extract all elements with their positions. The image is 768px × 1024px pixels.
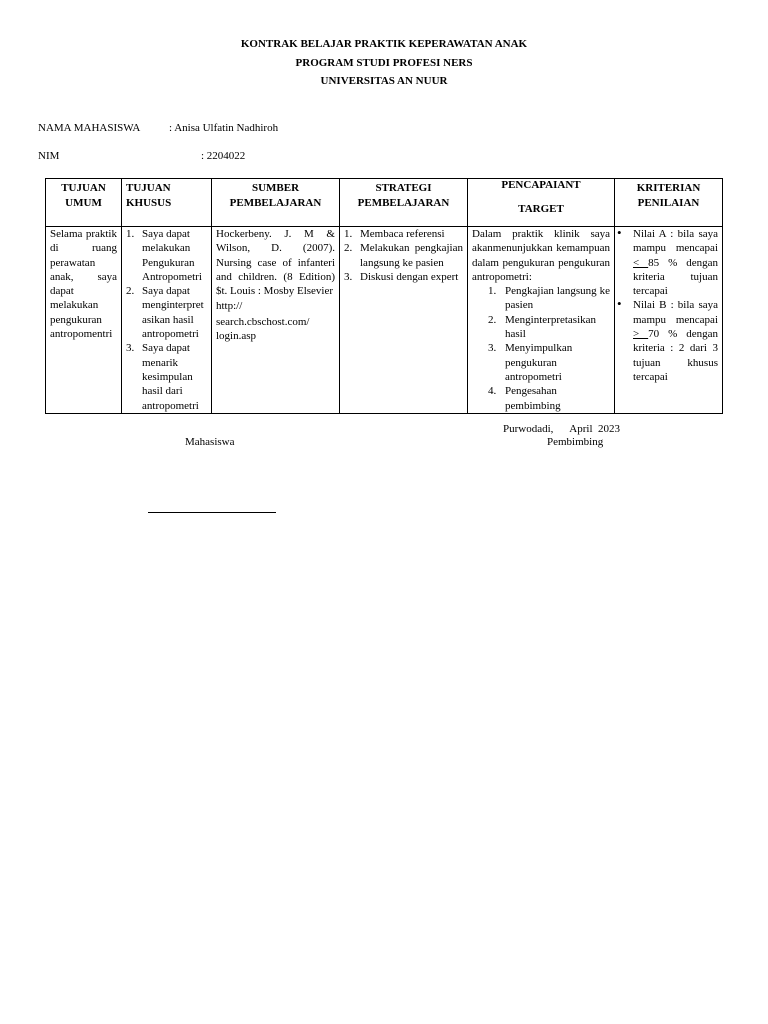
header-sumber-pembelajaran: SUMBER PEMBELAJARAN: [212, 179, 340, 227]
sumber-url-line: login.asp: [216, 330, 257, 343]
strategi-list: [344, 227, 463, 284]
student-name-label: NAMA MAHASISWA: [38, 122, 141, 134]
place-date: Purwodadi, April 2023: [503, 423, 621, 435]
tujuan-khusus-list: [126, 227, 207, 413]
list-item: 2. Melakukan pengkajian langsung ke pasien: [344, 242, 463, 269]
pencapaian-cell: [468, 227, 615, 414]
list-item: 3. Diskusi dengan expert: [344, 270, 459, 283]
sumber-reference: Hockerbeny. J. M & Wilson, D. (2007). Nursing case of infanteri and children. (8 Edition) $t. Louis : Mosby Elsevier: [216, 228, 335, 298]
nim-value: : 2204022: [201, 150, 246, 162]
list-item: 1. Saya dapat melakukan Pengukuran Antropometri: [126, 228, 202, 283]
list-item: 4. Pengesahan pembimbing: [488, 385, 561, 412]
list-item: 3. Saya dapat menarik kesimpulan hasil dari antropometri: [126, 342, 199, 412]
kriterian-list: [617, 227, 718, 384]
list-item: 3. Menyimpulkan pengukuran antropometri: [488, 342, 573, 383]
table-row: [46, 227, 723, 414]
mahasiswa-label: Mahasiswa: [185, 436, 235, 448]
bullet-dot-icon: •: [617, 296, 622, 312]
tujuan-khusus-cell: [122, 227, 212, 414]
list-item: 2. Saya dapat menginterpret asikan hasil antropometri: [126, 285, 204, 341]
document-title: KONTRAK BELAJAR PRAKTIK KEPERAWATAN ANAK: [240, 38, 528, 50]
header-tujuan-khusus: TUJUAN KHUSUS: [122, 179, 212, 227]
sumber-url-line: http://: [216, 300, 243, 313]
list-item: • Nilai B : bila saya mampu mencapai > 70 % dengan kriteria : 2 dari 3 tujuan khusus tercapai: [617, 296, 718, 383]
learning-contract-table: [45, 178, 723, 414]
kriterian-cell: [615, 227, 723, 414]
university-title: UNIVERSITAS AN NUUR: [320, 75, 448, 87]
signature-line: [148, 512, 276, 513]
list-item: • Nilai A : bila saya mampu mencapai < 85 % dengan kriteria tujuan tercapai: [617, 225, 718, 298]
header-pencapaian-target: PENCAPAIANT TARGET: [468, 179, 615, 227]
header-tujuan-umum: TUJUAN UMUM: [46, 179, 122, 227]
header-kriterian-penilaian: KRITERIAN PENILAIAN: [615, 179, 723, 227]
tujuan-umum-cell: [46, 227, 122, 414]
table-header-row: [46, 179, 723, 227]
list-item: 1. Membaca referensi: [344, 228, 445, 240]
pembimbing-label: Pembimbing: [547, 436, 604, 448]
pencapaian-intro: Dalam praktik klinik saya akanmenunjukkan kemampuan dalam pengukuran pengukuran antropometri:: [472, 228, 610, 283]
bullet-dot-icon: •: [617, 225, 622, 240]
sumber-url-line: search.cbschost.com/: [216, 315, 310, 328]
pencapaian-list: [472, 284, 610, 413]
student-name-value: : Anisa Ulfatin Nadhiroh: [169, 122, 279, 134]
strategi-cell: [340, 227, 468, 414]
list-item: 2. Menginterpretasikan hasil: [488, 313, 597, 341]
program-title: PROGRAM STUDI PROFESI NERS: [295, 57, 473, 69]
list-item: 1. Pengkajian langsung ke pasien: [488, 285, 610, 312]
nim-label: NIM: [38, 150, 60, 162]
tujuan-umum-text: Selama praktik di ruang perawatan anak, saya dapat melakukan pengukuran antropomentri: [50, 228, 117, 341]
header-strategi-pembelajaran: STRATEGI PEMBELAJARAN: [340, 179, 468, 227]
sumber-cell: [212, 227, 340, 414]
